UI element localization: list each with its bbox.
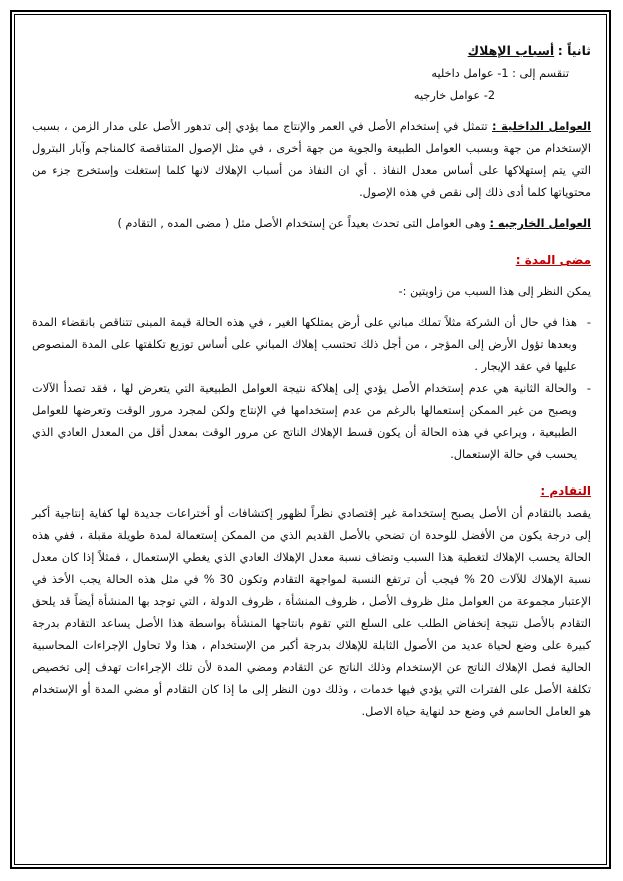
section-heading	[32, 40, 591, 63]
external-factors-paragraph	[32, 213, 591, 235]
division-line-1: تنقسم إلى : 1- عوامل داخليه	[431, 67, 569, 80]
document-body	[32, 40, 591, 723]
external-factors-text: وهى العوامل التى تحدث بعيداً عن إستخدام الأصل مثل ( مضى المده , التقادم )	[117, 217, 486, 230]
lapse-bullet-1	[32, 312, 591, 378]
lapse-heading	[32, 249, 591, 272]
lapse-bullet-1-text: هذا في حال أن الشركة مثلاً تملك مباني على أرض يمتلكها الغير ، في هذه الحالة قيمة المبنى تتناقص بانقضاء المدة وبعدها تؤول الأرض إلى المؤجر ، من أجل ذلك تحتسب إهلاك المباني على أساس توزيع تكلفتها على المدة المنصوص عليها في عقد الإيجار .	[32, 316, 577, 373]
bullet-dash-icon: -	[586, 382, 591, 395]
page-frame	[10, 10, 611, 869]
external-factors-label: العوامل الخارجيه :	[489, 217, 591, 230]
lapse-intro: يمكن النظر إلى هذا السبب من زاويتين :-	[398, 285, 591, 298]
obsolescence-heading-text: التقادم :	[540, 484, 591, 498]
lapse-heading-text: مضى المدة :	[515, 253, 591, 267]
internal-factors-label: العوامل الداخلية :	[491, 120, 592, 133]
internal-factors-text: تتمثل في إستخدام الأصل في العمر والإنتاج مما يؤدي إلى تدهور الأصل على مدار الزمن ، بسبب الإستخدام من جهة وبسبب العوامل الطبيعة والجوية من جهة أخرى ، في مثل الإصول المتناقصة كالمناجم وآبار البترول التي يتم إستهلاكها على أساس معدل النفاذ . أي ان النفاذ من أسباب الإهلاك لانها كلما إستغلت وإستخرج جزء من محتوياتها كلما أدى ذلك إلى نقص في هذه الإصول.	[32, 120, 591, 199]
internal-factors-paragraph	[32, 116, 591, 204]
obsolescence-text: يقصد بالتقادم أن الأصل يصبح إستخدامة غير إقتصادي نظراً لظهور إكتشافات أو أختراعات جديدة لها كفاية إنتاجية أكبر إلى درجة يكون من الأفضل للوحدة ان تضحي بالأصل القديم الذي من الممكن إستعمالة لمدة طويلة مقبلة ، ففي هذه الحالة يحسب الإهلاك لتغطية هذا السبب وتضاف نسبة معدل الإهلاك العادي الذي يغطي الإستعمال ، فمثلاً إذا كان معدل نسبة الإهلاك للآلات 20 % فيجب أن ترتفع النسبة لمواجهة التقادم وتكون 30 % في مثل هذه الحالة يجب الأخذ في الإعتبار مجموعة من العوامل مثل ظروف الأصل ، ظروف المنشأة ، ظروف الدولة ، التي توجد بها المنشأة أيضاً قد يلحق التقادم بالأصل نتيجة إنخفاض الطلب على السلع التي تقوم بانتاجها المنشأة بواسطة هذا الأصل يساعد التقادم بدرجة كبيرة على وضع لحياة عديد من الأصول الثابلة للإهلاك بدرجة أكبر من الإستخدام ، هذا ولا تحاول الإجراءات المحاسبية الحالية فصل الإهلاك الناتج عن الإستخدام وذلك الناتج عن التقادم ومضي المدة لأن تلك الإجراءات تهدف إلى تخصيص تكلفة الأصل على الفترات التي يؤدي فيها خدمات ، وذلك دون النظر إلى ما إذا كان التقادم أو مضي المدة أو الإستخدام هو العامل الحاسم في وضع حد لنهاية حياة الاصل.	[32, 507, 591, 718]
obsolescence-heading	[32, 480, 591, 503]
lapse-bullet-2-text: والحالة الثانية هي عدم إستخدام الأصل يؤدي إلى إهلاكة نتيجة العوامل الطبيعية التي يتعرض لها ، فقد تصدأ الآلات ويصبح من غير الممكن إستعمالها بالرغم من عدم إستخدامها في الإنتاج ولكن لمجرد مرور الوقت وتعرضها للعوامل الطبيعية ، ويراعي في هذه الحالة أن يكون قسط الإهلاك الناتج عن مرور الوقت بمعدل أقل من المعدل العادي الذي يحسب في حالة الإستعمال.	[32, 382, 577, 461]
division-line-2: 2- عوامل خارجيه	[413, 89, 495, 102]
lapse-bullet-2	[32, 378, 591, 466]
section-title: أسباب الإهلاك	[467, 43, 555, 58]
bullet-dash-icon: -	[586, 316, 591, 329]
section-prefix: ثانياً :	[557, 43, 591, 58]
